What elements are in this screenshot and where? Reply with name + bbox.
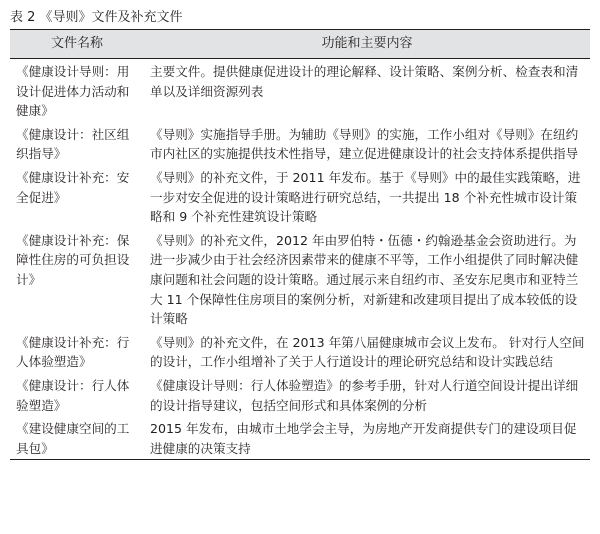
table-caption: 表 2 《导则》文件及补充文件 bbox=[10, 10, 183, 25]
document-content-cell: 2015 年发布，由城市土地学会主导，为房地产开发商提供专门的建设项目促进健康的决策支持 bbox=[144, 416, 590, 460]
table-header-row bbox=[10, 30, 590, 59]
document-content-cell: 《导则》的补充文件，2012 年由罗伯特・伍德・约翰逊基金会资助进行。为进一步减少由于社会经济因素带来的健康不平等，工作小组提供了同时解决健康问题和社会问题的设计策略。通过展示来自纽约市、圣安东尼奥市和亚特兰大 11 个保障性住房项目的案例分析，对新建和改建项目提出了成本较低的设计策略 bbox=[150, 232, 579, 327]
table-row bbox=[10, 122, 590, 165]
document-content-cell: 主要文件。提供健康促进设计的理论解释、设计策略、案例分析、检查表和清单以及详细资源列表 bbox=[150, 64, 579, 99]
documents-table bbox=[10, 29, 590, 460]
document-name-cell: 《建设健康空间的工具包》 bbox=[10, 416, 144, 460]
document-content-cell: 《导则》的补充文件，于 2011 年发布。基于《导则》中的最佳实践策略，进一步对安全促进的设计策略进行研究总结，一共提出 18 个补充性城市设计策略和 9 个补充性建筑设计策略 bbox=[150, 169, 581, 225]
table-row bbox=[10, 330, 590, 373]
document-name-cell: 《健康设计：行人体验塑造》 bbox=[16, 377, 130, 413]
table-row bbox=[10, 416, 590, 460]
table-row bbox=[10, 165, 590, 228]
document-name-cell: 《健康设计：社区组织指导》 bbox=[16, 126, 130, 162]
document-content-cell: 《导则》的补充文件，在 2013 年第八届健康城市会议上发布。 针对行人空间的设计，工作小组增补了关于人行道设计的理论研究总结和设计实践总结 bbox=[150, 334, 585, 370]
header-document-name: 文件名称 bbox=[10, 30, 144, 59]
table-row bbox=[10, 59, 590, 122]
document-name-cell: 《健康设计导则：用设计促进体力活动和健康》 bbox=[16, 64, 130, 119]
table-row bbox=[10, 228, 590, 330]
document-name-cell: 《健康设计补充：安全促进》 bbox=[16, 169, 130, 205]
header-function-content: 功能和主要内容 bbox=[144, 30, 590, 59]
document-name-cell: 《健康设计补充：保障性住房的可负担设计》 bbox=[16, 232, 130, 287]
document-content-cell: 《健康设计导则：行人体验塑造》的参考手册，针对人行道空间设计提出详细的设计指导建议，包括空间形式和具体案例的分析 bbox=[150, 377, 579, 413]
table-row bbox=[10, 373, 590, 416]
document-content-cell: 《导则》实施指导手册。为辅助《导则》的实施，工作小组对《导则》在纽约市内社区的实施提供技术性指导，建立促进健康设计的社会支持体系提供指导 bbox=[150, 126, 579, 162]
document-name-cell: 《健康设计补充：行人体验塑造》 bbox=[16, 334, 130, 370]
